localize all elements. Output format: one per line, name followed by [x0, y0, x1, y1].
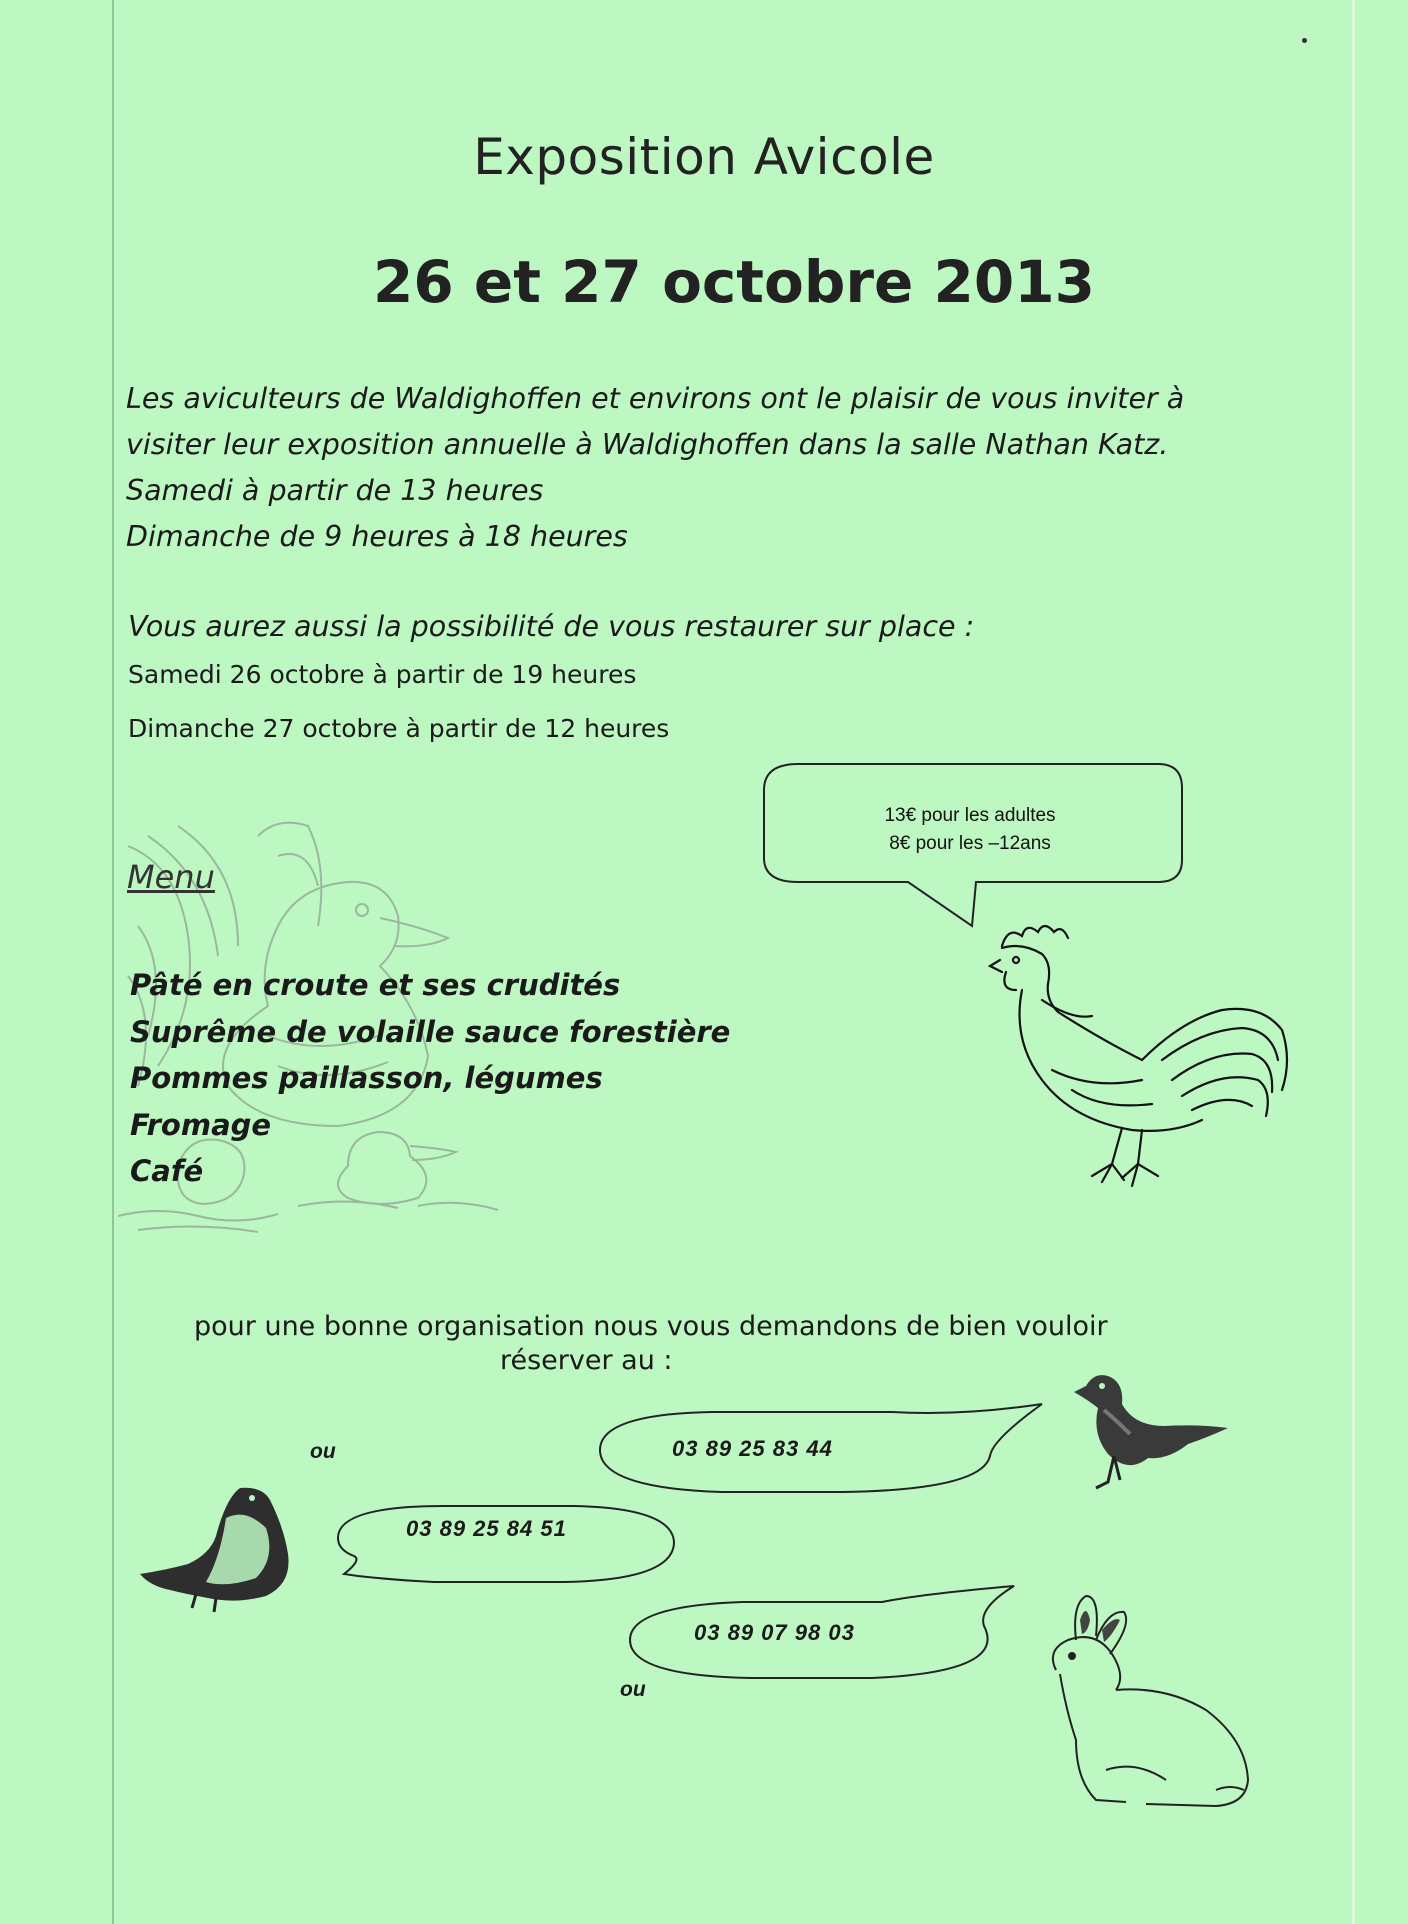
or-label: ou — [620, 1678, 646, 1701]
flyer-dates: 26 et 27 octobre 2013 — [373, 248, 1095, 316]
menu-item: Pommes paillasson, légumes — [130, 1061, 603, 1095]
price-text — [760, 802, 1180, 858]
flyer-title: Exposition Avicole — [473, 128, 935, 186]
scan-speck — [1302, 38, 1307, 43]
intro-line: visiter leur exposition annuelle à Waldighoffen dans la salle Nathan Katz. — [126, 428, 1169, 461]
rooster-drawing — [982, 920, 1302, 1210]
reservation-line: pour une bonne organisation nous vous demandons de bien vouloir — [194, 1311, 1108, 1342]
menu-list — [130, 962, 730, 1195]
or-label: ou — [310, 1440, 336, 1463]
reservation-line: réserver au : — [500, 1345, 673, 1376]
phone-bubble — [334, 1498, 680, 1594]
intro-text — [126, 376, 1266, 560]
phone-number: 03 89 25 83 44 — [672, 1436, 833, 1461]
price-adults: 13€ pour les adultes — [884, 805, 1056, 826]
phone-number: 03 89 07 98 03 — [694, 1620, 855, 1645]
restauration-intro: Vous aurez aussi la possibilité de vous restaurer sur place : — [128, 610, 975, 643]
intro-line: Dimanche de 9 heures à 18 heures — [126, 520, 628, 553]
menu-item: Suprême de volaille sauce forestière — [130, 1014, 731, 1049]
menu-title: Menu — [127, 858, 215, 896]
pigeon-icon — [136, 1478, 300, 1618]
intro-line: Samedi à partir de 13 heures — [126, 474, 544, 507]
restauration-saturday: Samedi 26 octobre à partir de 19 heures — [128, 660, 637, 689]
price-children: 8€ pour les –12ans — [889, 833, 1051, 854]
menu-item: Café — [130, 1154, 204, 1188]
pigeon-icon — [1068, 1364, 1232, 1492]
restauration-sunday: Dimanche 27 octobre à partir de 12 heures — [128, 714, 670, 743]
phone-number: 03 89 25 84 51 — [406, 1516, 567, 1541]
menu-item: Pâté en croute et ses crudités — [130, 968, 621, 1002]
menu-item: Fromage — [130, 1107, 272, 1142]
rabbit-icon — [1016, 1590, 1266, 1820]
intro-line: Les aviculteurs de Waldighoffen et environs ont le plaisir de vous inviter à — [126, 382, 1185, 415]
